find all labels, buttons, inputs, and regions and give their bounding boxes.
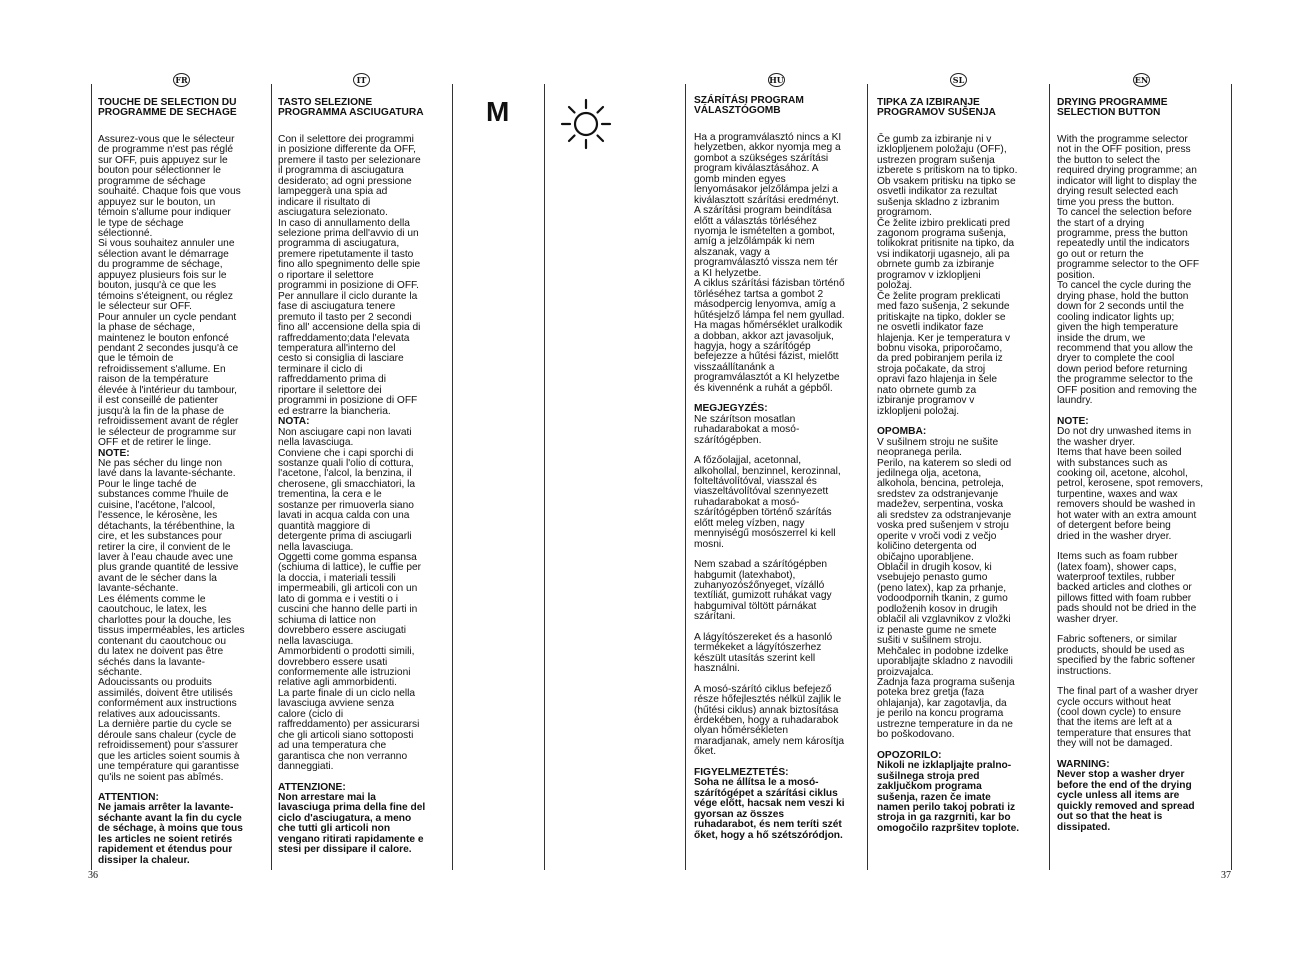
lang-badge-sl: SL [950, 73, 967, 87]
note-title: OPOMBA: [877, 426, 927, 438]
warning-text: Non arrestare mai la lavasciuga prima della fine del ciclo d'asciugatura, a meno che tutti gli articoli non vengano ritirati rapidamente e stesi per dissipare il calore. [278, 792, 426, 856]
column-hu [694, 96, 862, 841]
note-text: Ne szárítson mosatlan ruhadarabokat a mosó- szárítógépben. [694, 413, 800, 446]
warning-text: Never stop a washer dryer before the end of the drying cycle unless all items are quickly removed and spread out so that the heat is dissipated. [1057, 769, 1195, 833]
column-divider [1231, 84, 1232, 870]
paragraph: A főzőolajjal, acetonnal, alkohollal, benzinnel, kerozinnal, folteltávolítóval, viasszal és viaszeltávolítóval szennyezett ruhadarabokat a mosó- szárítógépben történő szárítás előtt meleg vízben, nagy mennyiségű mosószerrel ki kell mosni. [694, 455, 841, 550]
paragraph: Nem szabad a szárítógépben habgumit (latexhabot), zuhanyozósźőnyeget, vízálló textíliát, gumizott ruhákat vagy habgumival töltött párnákat szárítani. [694, 559, 832, 623]
section-heading: DRYING PROGRAMME SELECTION BUTTON [1057, 97, 1168, 119]
body-text: Če gumb za izbiranje ni v izklopljenem položaju (OFF), ustrezen program sušenja izberete s pritiskom na to tipko. Ob vsakem pritisku na tipko se osvetli indikator za rezultat sušenja skladno z izbranim programom. Če želite izbiro preklicati pred zagonom programa sušenja, tolikokrat pritisnite na tipko, da vsi indikatorji ugasnejo, ali pa obrnete gumb za izbiranje programov v izklopljeni položaj. Če želite program preklicati med fazo sušenja, 2 sekunde pritiskajte na tipko, dokler se ne osvetli indikator faze hlajenja. Ker je temperatura v bobnu visoka, priporočamo, da pred pobiranjem perila iz stroja počakate, da stroj opravi fazo hlajenja in šele nato obrnete gumb za izbiranje programov v izklopljeni položaj. [877, 133, 1018, 417]
section-heading: TOUCHE DE SELECTION DU PROGRAMME DE SECHAGE [98, 97, 237, 119]
note-title: MEGJEGYZÉS: [694, 403, 768, 415]
column-divider [685, 84, 686, 870]
section-heading: TASTO SELEZIONE PROGRAMMA ASCIUGATURA [278, 97, 424, 119]
warning-text: Ne jamais arrêter la lavante- séchante avant la fin du cycle de séchage, à moins que tous les articles ne soient retirés rapidement et étendus pour dissiper la chaleur. [98, 802, 243, 866]
paragraph: A lágyítószereket és a hasonló termékeket a lágyítószerhez készült utasítás szerint kell használni. [694, 631, 833, 675]
paragraph: Items such as foam rubber (latex foam), shower caps, waterproof textiles, rubber backed articles and clothes or pillows fitted with foam rubber pads should not be dried in the washer dryer. [1057, 551, 1197, 625]
note-text: Ne pas sécher du linge non lavé dans la lavante-séchante. Pour le linge taché de substances comme l'huile de cuisine, l'acétone, l'alcool, l'essence, le kérosène, les détachants, la térébenthine, la cire, et les substances pour retirer la cire, il convient de le laver à l'eau chaude avec une plus grande quantité de lessive avant de le sécher dans la lavante-séchante. Les éléments comme le caoutchouc, le latex, les charlottes pour la douche, les tissus imperméables, les articles contenant du caoutchouc ou du latex ne doivent pas être séchés dans la lavante- séchante. Adoucissants ou produits assimilés, doivent être utilisés conformément aux instructions relatives aux adoucissants. La dernière partie du cycle se déroule sans chaleur (cycle de refroidissement) pour s'assurer que les articles soient soumis à une température qui garantisse qu'ils ne soient pas abîmés. [98, 457, 245, 783]
column-divider [271, 84, 272, 870]
paragraph: A mosó-szárító ciklus befejező része hőfejlesztés nélkül zajlik le (hűtési ciklus) annak biztosítása érdekében, hogy a ruhadarabok olyan hőmérsékleten maradjanak, amely nem károsítja őket. [694, 683, 845, 758]
column-it [278, 98, 448, 856]
section-heading: TIPKA ZA IZBIRANJE PROGRAMOV SUŠENJA [877, 97, 996, 119]
section-letter: M [486, 96, 510, 127]
warning-title: OPOZORILO: [877, 749, 942, 761]
note-text: V sušilnem stroju ne sušite neopranega perila. Perilo, na katerem so sledi od jedilnega olja, acetona, alkohola, bencina, petroleja, sredstev za odstranjevanje madežev, serpentina, voska ali sredstev za odstranjevanje voska pred sušenjem v stroju operite v vroči vodi z večjo količino detergenta od običajno uporabljene. Oblačil in drugih kosov, ki vsebujejo penasto gumo (peno latex), kap za prhanje, vodoodpornih tkanin, z gumo podloženih kosov in drugih oblačil ali vzglavnikov z vložki iz penaste gume ne smete sušiti v sušilnem stroju. Mehčalec in podobne izdelke uporabljajte skladno z navodili proizvajalca. Zadnja faza programa sušenja poteka brez gretja (faza ohlajanja), kar zagotavlja, da je perilo na koncu programa ustrezne temperature in da ne bo poškodovano. [877, 436, 1015, 741]
warning-title: FIGYELMEZTETÉS: [694, 766, 789, 778]
column-fr [98, 98, 266, 866]
paragraph: The final part of a washer dryer cycle occurs without heat (cool down cycle) to ensure that the items are left at a temperature that ensures that they will not be damaged. [1057, 686, 1198, 750]
column-divider [91, 84, 92, 870]
column-divider [1049, 84, 1050, 870]
page-number-left: 36 [88, 870, 98, 881]
note-title: NOTE: [1057, 415, 1089, 427]
note-text: Do not dry unwashed items in the washer dryer. Items that have been soiled with substances such as cooking oil, acetone, alcohol, petrol, kerosene, spot removers, turpentine, waxes and wax removers should be washed in hot water with an extra amount of detergent before being dried in the washer dryer. [1057, 426, 1204, 542]
lang-badge-it: IT [353, 73, 370, 87]
warning-text: Soha ne állítsa le a mosó- szárítógépet a szárítási ciklus vége előtt, hacsak nem veszi ki gyorsan az összes ruhadarabot, és nem teríti szét őket, hogy a hő szétszóródjon. [694, 777, 845, 841]
warning-title: ATTENTION: [98, 792, 159, 803]
paragraph: Fabric softeners, or similar products, should be used as specified by the fabric softener instructions. [1057, 634, 1196, 677]
note-text: Non asciugare capi non lavati nella lavasciuga. Conviene che i capi sporchi di sostanze quali l'olio di cottura, l'acetone, l'alcol, la benzina, il cherosene, gli smacchiatori, la trementina, la cera e le sostanze per rimuoverla siano lavati in acqua calda con una quantità maggiore di detergente prima di asciugarli nella lavasciuga. Oggetti come gomma espansa (schiuma di lattice), le cuffie per la doccia, i materiali tessili impermeabili, gli articoli con un lato di gomma e i vestiti o i cuscini che hanno delle parti in schiuma di lattice non dovrebbero essere asciugati nella lavasciuga. Ammorbidenti o prodotti simili, dovrebbero essere usati conformemente alle istruzioni relative agli ammorbidenti. La parte finale di un ciclo nella lavasciuga avviene senza calore (ciclo di raffreddamento) per assicurarsi che gli articoli siano sottoposti ad una temperatura che garantisca che non verranno danneggiati. [278, 426, 422, 773]
lang-badge-fr: FR [173, 73, 190, 87]
body-text: Con il selettore dei programmi in posizione differente da OFF, premere il tasto per selezionare il programma di asciugatura desiderato; ad ogni pressione lampeggerà una spia ad indicare il risultato di asciugatura selezionato. In caso di annullamento della selezione prima dell'avvio di un programma di asciugatura, premere ripetutamente il tasto fino allo spegnimento delle spie o riportare il selettore programmi in posizione di OFF. Per annullare il ciclo durante la fase di asciugatura tenere premuto il tasto per 2 secondi fino all' accensione della spia di raffreddamento;data l'elevata temperatura all'interno del cesto si consiglia di lasciare terminare il ciclo di raffreddamento prima di riportare il selettore dei programmi in posizione di OFF ed estrarre la biancheria. [278, 133, 421, 417]
column-sl [877, 98, 1045, 834]
column-divider [452, 84, 453, 870]
warning-title: ATTENZIONE: [278, 781, 346, 793]
body-text: Assurez-vous que le sélecteur de programme n'est pas réglé sur OFF, puis appuyez sur le bouton pour sélectionner le programme de séchage souhaité. Chaque fois que vous appuyez sur le bouton, un témoin s'allume pour indiquer le type de séchage sélectionné. Si vous souhaitez annuler une sélection avant le démarrage du programme de séchage, appuyez plusieurs fois sur le bouton, jusqu'à ce que les témoins s'éteignent, ou réglez le sélecteur sur OFF. Pour annuler un cycle pendant la phase de séchage, maintenez le bouton enfoncé pendant 2 secondes jusqu'à ce que le témoin de refroidissement s'allume. En raison de la température élevée à l'intérieur du tambour, il est conseillé de patienter jusqu'à la fin de la phase de refroidissement avant de régler le sélecteur de programme sur OFF et de retirer le linge. [98, 133, 241, 449]
lang-badge-en: EN [1134, 75, 1149, 85]
column-en [1057, 98, 1227, 833]
sun-icon [560, 98, 612, 150]
column-divider [867, 84, 868, 870]
body-text: With the programme selector not in the OFF position, press the button to select the required drying programme; an indicator will light to display the drying result selected each time you press the button. To cancel the selection before the start of a drying programme, press the button repeatedly until the indicators go out or return the programme selector to the OFF position. To cancel the cycle during the drying phase, hold the button down for 2 seconds until the cooling indicator lights up; given the high temperature inside the drum, we recommend that you allow the dryer to complete the cool down period before returning the programme selector to the OFF position and removing the laundry. [1057, 133, 1200, 407]
page-number-right: 37 [1221, 870, 1231, 881]
warning-title: WARNING: [1057, 758, 1110, 770]
note-title: NOTE: [98, 447, 130, 459]
section-heading: SZÁRÍTÁSI PROGRAM VÁLASZTÓGOMB [694, 95, 804, 117]
warning-text: Nikoli ne izklapljajte pralno- sušilnega stroja pred zaključkom programa sušenja, razen če imate namen perilo takoj pobrati iz stroja in ga razgrniti, kar bo omogočilo razpršitev toplote. [877, 760, 1020, 834]
column-divider [544, 84, 545, 870]
lang-badge-hu: HU [769, 75, 784, 85]
note-title: NOTA: [278, 416, 310, 428]
body-text: Ha a programválasztó nincs a KI helyzetben, akkor nyomja meg a gombot a szükséges szárítási program kiválasztásához. A gomb minden egyes lenyomásakor jelzőlámpa jelzi a kiválasztott szárítási eredményt. A szárítási program beindítása előtt a választás törléséhez nyomja le ismételten a gombot, amíg a jelzőlámpák ki nem alszanak, vagy a programválasztó vissza nem tér a KI helyzetbe. A ciklus szárítási fázisban történő törléséhez tartsa a gombot 2 másodpercig lenyomva, amíg a hűtésjelző lámpa fel nem gyullad. Ha magas hőmérséklet uralkodik a dobban, akkor azt javasoljuk, hagyja, hogy a szárítógép befejezze a hűtési fázist, mielőtt visszaállítanánk a programválasztót a KI helyzetbe és kivennénk a ruhát a gépből. [694, 131, 845, 394]
